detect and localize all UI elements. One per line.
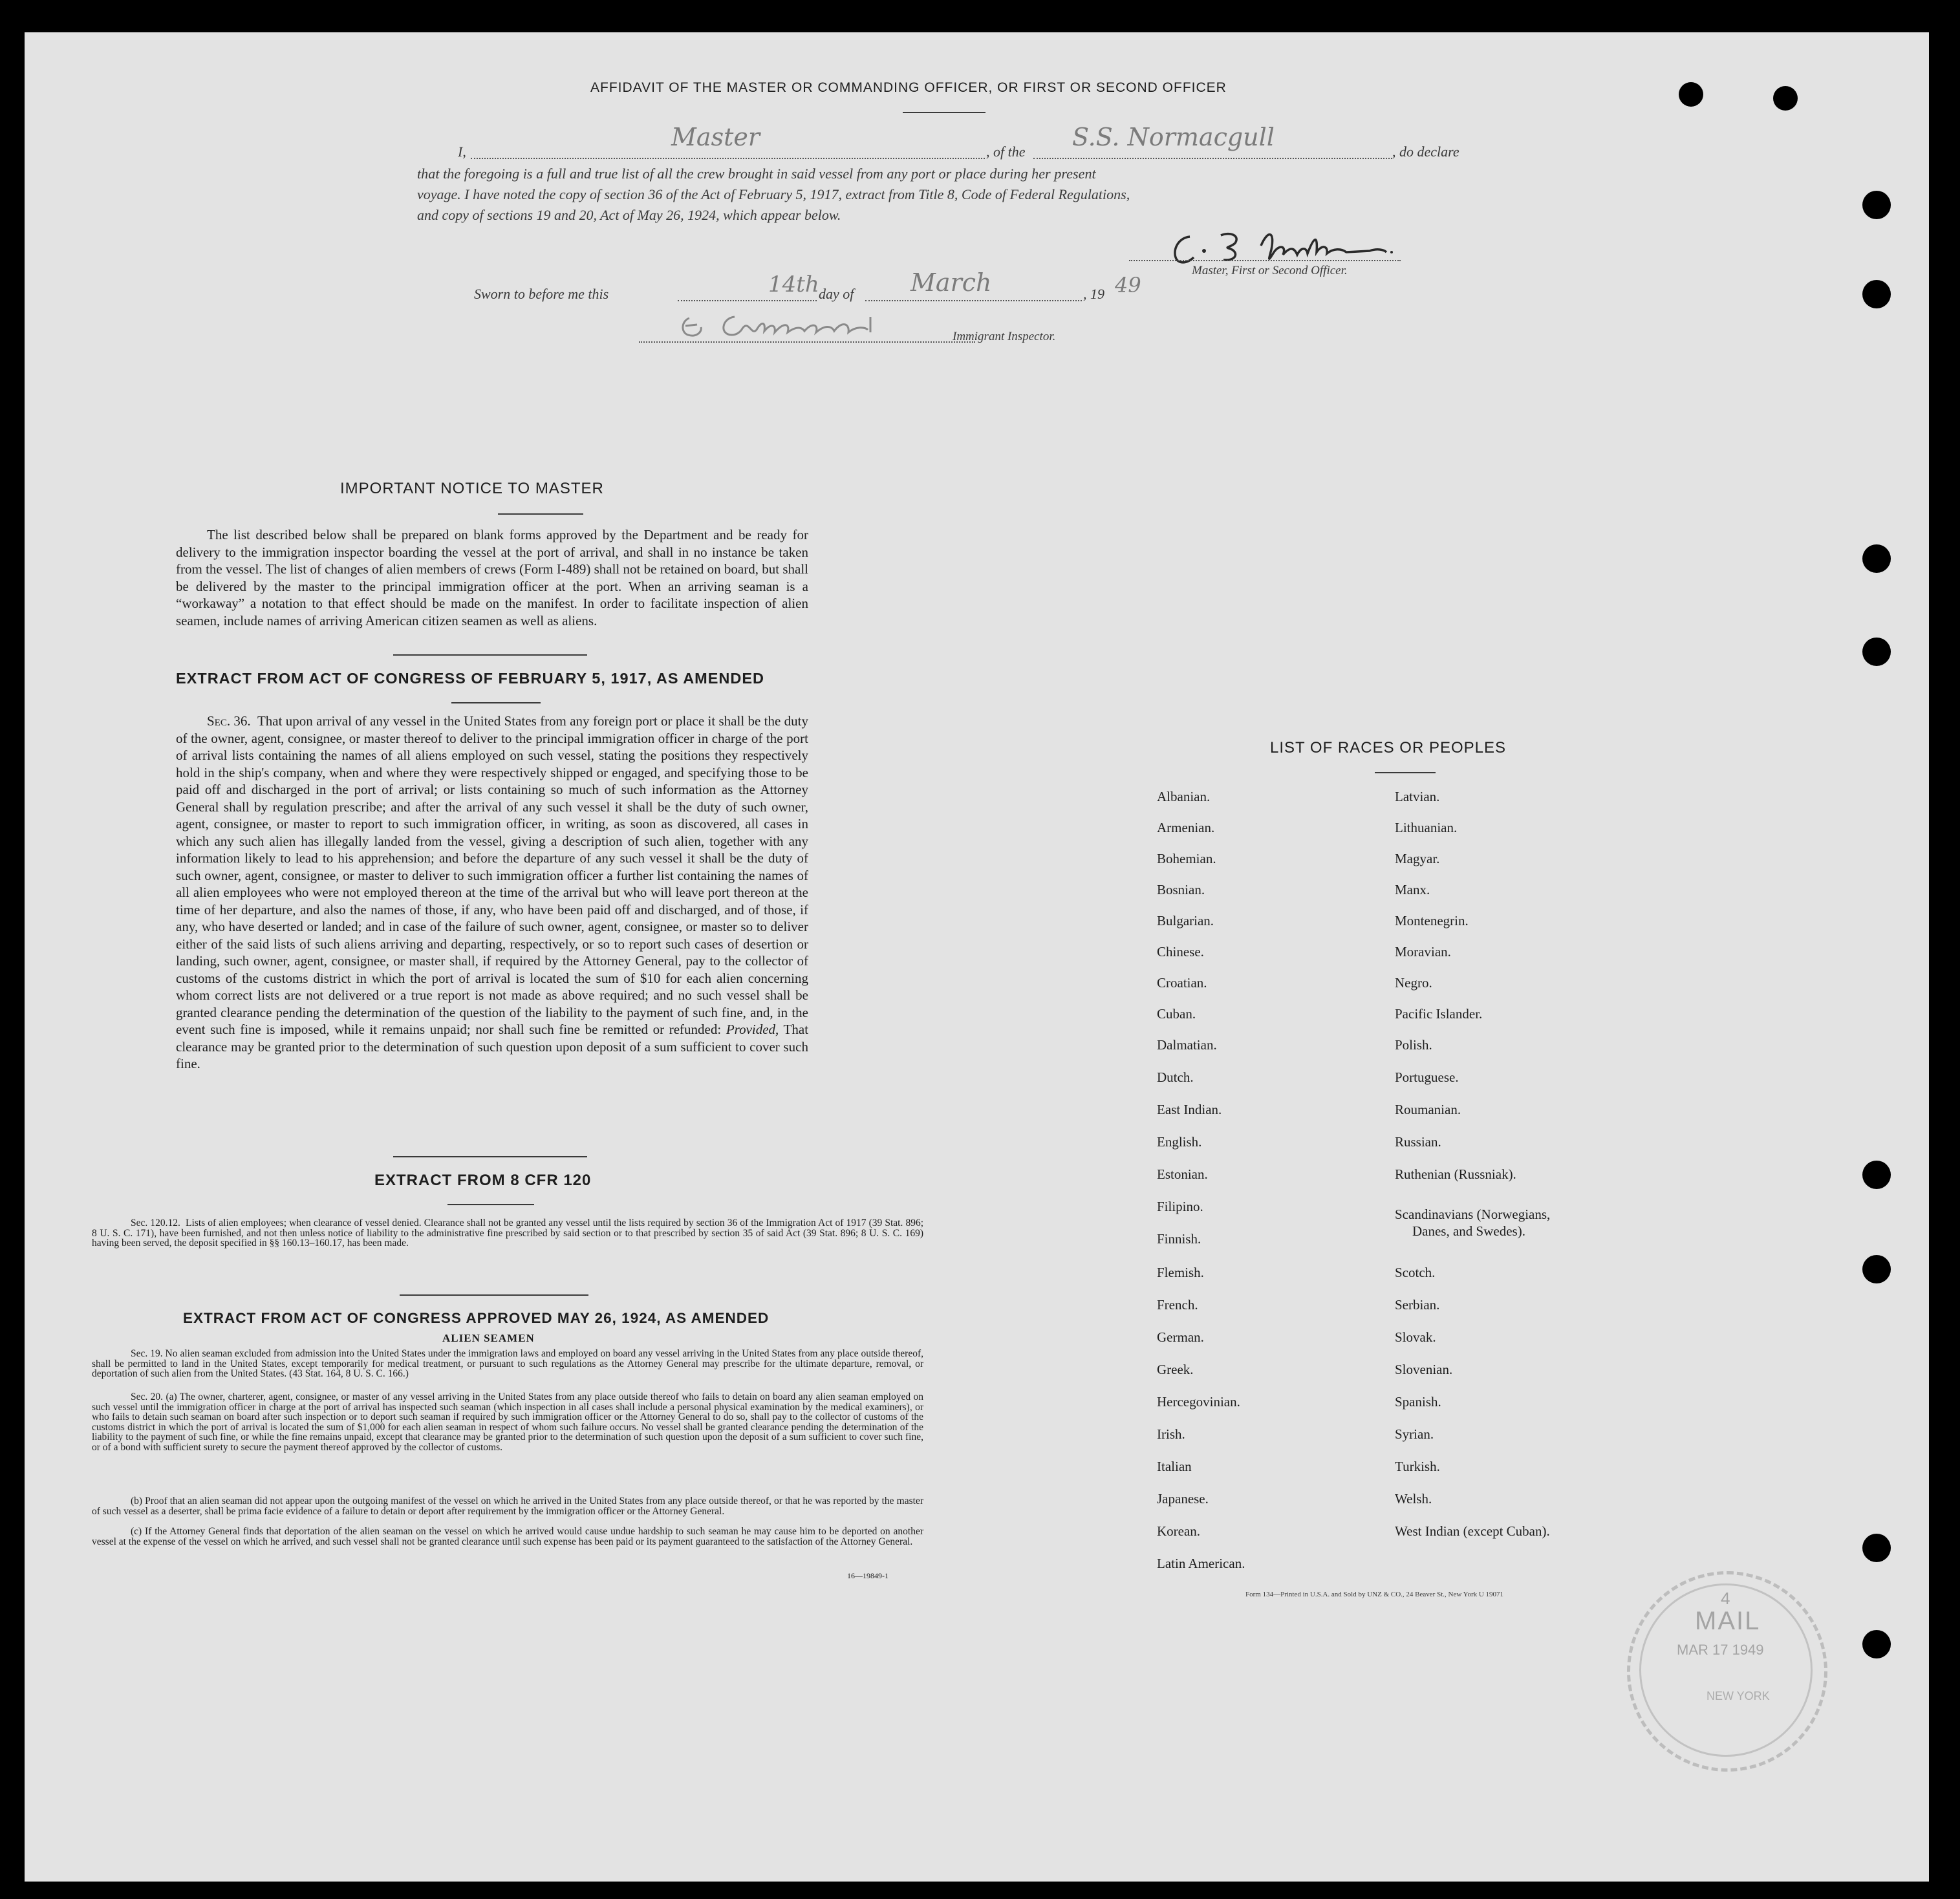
- punch-hole: [1862, 1161, 1891, 1189]
- race-right: Portuguese.: [1395, 1069, 1459, 1085]
- notice-bottom-rule: [393, 654, 587, 656]
- race-left: Cuban.: [1157, 1006, 1196, 1022]
- race-left: Hercegovinian.: [1157, 1394, 1240, 1410]
- section-36-label: Sec. 36.: [207, 713, 251, 729]
- race-right: Slovak.: [1395, 1329, 1436, 1345]
- punch-hole: [1862, 280, 1891, 308]
- punch-hole: [1862, 191, 1891, 219]
- extract-1924-sec19: Sec. 19. No alien seaman excluded from admission into the United States under the immigration laws and employed on board any vessel arriving in the United States from any place outside thereof, shall be permitted to land in the United States, except temporarily for medical treatment, or pursuant to such regulations as the Attorney General may prescribe for the ultimate departure, removal, or deportation of such alien from the United States. (43 Stat. 164, 8 U. S. C. 166.): [92, 1348, 923, 1380]
- affidavit-heading-rule: [903, 112, 985, 113]
- extract-1924-sec20a: Sec. 20. (a) The owner, charterer, agent, consignee, or master of any vessel arriving in the United States from any place outside thereof who fails to detain on board any alien seaman employed on such vessel until the immigration officer in charge at the port of arrival has inspected such seaman (which inspection in all cases shall include a personal physical examination by the medical examiners), or who fails to detain such seaman on board after such inspection or to deport such seaman if required by such immigration officer or the Attorney General to do so, shall pay to the collector of customs of the customs district in which the port of arrival is located the sum of $1,000 for each alien seaman in respect of whom such failure occurs. No vessel shall be granted clearance pending the determination of the liability to the payment of such fine, or while the fine remains unpaid, except that clearance may be granted prior to the determination of such question upon the deposit of a sum sufficient to cover such fine, or of a bond with sufficient surety to secure the payment thereof approved by the collector of customs.: [92, 1391, 923, 1453]
- extract-cfr-bottom-rule: [400, 1294, 588, 1296]
- notice-text: The list described below shall be prepared on blank forms approved by the Department and be ready for delivery to the immigration inspector boarding the vessel at the port of arrival, and shall in no instance be taken from the vessel. The list of changes of alien members of crews (Form I-489) shall not be retained on board, but shall be delivered by the master to the principal immigration officer at the port. When an arriving seaman is a “workaway” a notation to that effect should be made on the manifest. In order to facilitate inspection of alien seamen, include names of arriving American citizen seamen as well as aliens.: [176, 527, 808, 628]
- inspector-caption: Immigrant Inspector.: [953, 330, 1056, 343]
- punch-hole: [1679, 82, 1703, 107]
- affidavit-body-line2: that the foregoing is a full and true list of all the crew brought in said vessel from any port or place during her present: [417, 166, 1096, 182]
- signature-caption: Master, First or Second Officer.: [1192, 264, 1348, 277]
- punch-hole: [1862, 1255, 1891, 1283]
- race-left: French.: [1157, 1297, 1198, 1313]
- race-right: Slovenian.: [1395, 1362, 1453, 1377]
- race-right: Serbian.: [1395, 1297, 1440, 1313]
- race-left: Japanese.: [1157, 1491, 1209, 1507]
- race-left: Bosnian.: [1157, 882, 1205, 897]
- race-right: Montenegrin.: [1395, 913, 1469, 928]
- races-title-rule: [1375, 772, 1436, 773]
- extract-1924-title: EXTRACT FROM ACT OF CONGRESS APPROVED MAY 26, 1924, AS AMENDED: [183, 1310, 770, 1326]
- stamp-word: MAIL: [1695, 1607, 1761, 1635]
- sworn-day-line: [678, 300, 817, 301]
- form-code-number: 16—19849-1: [847, 1571, 888, 1580]
- extract-1917-title-rule: [451, 702, 541, 703]
- race-right: West Indian (except Cuban).: [1395, 1523, 1550, 1539]
- handwritten-month: March: [910, 268, 992, 297]
- race-right: Roumanian.: [1395, 1102, 1461, 1117]
- race-right: Welsh.: [1395, 1491, 1432, 1507]
- race-left: Armenian.: [1157, 820, 1215, 835]
- inspector-signature: [676, 306, 961, 345]
- form-printer-line: Form 134—Printed in U.S.A. and Sold by UNZ & CO., 24 Beaver St., New York U 19071: [1245, 1591, 1504, 1598]
- race-left: Chinese.: [1157, 944, 1204, 960]
- notice-title: IMPORTANT NOTICE TO MASTER: [340, 480, 604, 497]
- race-left: Bulgarian.: [1157, 913, 1214, 928]
- stamp-city: NEW YORK: [1707, 1690, 1770, 1702]
- extract-cfr-title: EXTRACT FROM 8 CFR 120: [374, 1172, 592, 1189]
- extract-1924-subtitle: ALIEN SEAMEN: [442, 1332, 535, 1344]
- race-left: English.: [1157, 1134, 1202, 1150]
- section-120-12-body: Lists of alien employees; when clearance of vessel denied. Clearance shall not be granted any vessel until the lists required by section 36 of the Immigration Act of 1917 (39 Stat. 896; 8 U. S. C. 171), have been furnished, and not then unless notice of liability to the administrative fine prescribed by said section or to that prescribed by section 35 of said Act (39 Stat. 896; 8 U. S. C. 169) having been served, the deposit specified in §§ 160.13–160.17, has been made.: [92, 1218, 924, 1249]
- section-36-end: That clearance may be granted prior to the determination of such question upon deposit of a sum sufficient to cover such fine.: [176, 1022, 809, 1071]
- punch-hole: [1862, 1630, 1891, 1658]
- inspector-line: [639, 341, 975, 343]
- race-left: Croatian.: [1157, 975, 1207, 991]
- race-right: Scotch.: [1395, 1265, 1436, 1280]
- document-sheet: [25, 32, 1929, 1882]
- race-right: Danes, and Swedes).: [1412, 1223, 1525, 1239]
- sworn-day-label: day of: [819, 286, 854, 302]
- race-right: Polish.: [1395, 1037, 1432, 1053]
- affidavit-line1-prefix: I,: [458, 144, 466, 160]
- race-right: Spanish.: [1395, 1394, 1441, 1410]
- handwritten-day: 14th: [768, 272, 819, 297]
- race-left: Dutch.: [1157, 1069, 1194, 1085]
- race-right: Pacific Islander.: [1395, 1006, 1483, 1022]
- punch-hole: [1862, 1534, 1891, 1562]
- extract-1917-text: [176, 713, 808, 1073]
- punch-hole: [1862, 638, 1891, 666]
- races-title: LIST OF RACES OR PEOPLES: [1270, 739, 1506, 756]
- handwritten-rank: Master: [671, 123, 760, 151]
- handwritten-vessel-name: S.S. Normacgull: [1072, 123, 1275, 151]
- race-right: Scandinavians (Norwegians,: [1395, 1207, 1551, 1222]
- section-120-12-label: Sec. 120.12.: [131, 1218, 180, 1228]
- race-left: Flemish.: [1157, 1265, 1204, 1280]
- handwritten-year: 49: [1115, 273, 1141, 297]
- race-right: Russian.: [1395, 1134, 1441, 1150]
- stamp-date: MAR 17 1949: [1677, 1642, 1764, 1658]
- race-left: Dalmatian.: [1157, 1037, 1217, 1053]
- race-right: Ruthenian (Russniak).: [1395, 1166, 1516, 1182]
- sworn-prefix: Sworn to before me this: [474, 286, 609, 302]
- race-right: Turkish.: [1395, 1459, 1440, 1474]
- sworn-year-prefix: , 19: [1083, 286, 1104, 302]
- race-right: Lithuanian.: [1395, 820, 1458, 835]
- race-left: Greek.: [1157, 1362, 1194, 1377]
- extract-1917-bottom-rule: [393, 1156, 587, 1157]
- race-left: Albanian.: [1157, 789, 1211, 804]
- extract-1924-sec20c: (c) If the Attorney General finds that deportation of the alien seaman on the vessel on which he arrived would cause undue hardship to such seaman he may cause him to be deported on another vessel at the expense of the vessel on which he arrived, and such vessel shall not be granted clearance until such expense has been paid or its payment guaranteed to the satisfaction of the Attorney General.: [92, 1526, 923, 1547]
- extract-1917-title: EXTRACT FROM ACT OF CONGRESS OF FEBRUARY 5, 1917, AS AMENDED: [176, 670, 765, 687]
- affidavit-line1-suffix: , do declare: [1392, 144, 1459, 160]
- affidavit-vessel-line: [1033, 158, 1392, 159]
- race-left: Irish.: [1157, 1426, 1185, 1442]
- race-left: Latin American.: [1157, 1556, 1245, 1571]
- extract-1924-sec20b: (b) Proof that an alien seaman did not appear upon the outgoing manifest of the vessel on which he arrived in the United States from any place outside thereof, or that he was reported by the master of such vessel as a deserter, shall be prima facie evidence of a failure to detain or deport after requirement by the immigration officer or the Attorney General.: [92, 1496, 923, 1517]
- race-left: Estonian.: [1157, 1166, 1208, 1182]
- extract-cfr-title-rule: [447, 1204, 534, 1205]
- affidavit-heading: AFFIDAVIT OF THE MASTER OR COMMANDING OFFICER, OR FIRST OR SECOND OFFICER: [590, 80, 1227, 95]
- notice-title-rule: [498, 513, 583, 515]
- section-36-body: That upon arrival of any vessel in the United States from any foreign port or place it shall be the duty of the owner, agent, consignee, or master thereof to deliver to the principal immigration officer in charge of the port of arrival lists containing the names of all aliens employed on such vessel, stating the positions they respectively hold in the ship's company, when and where they were respectively shipped or engaged, and specifying those to be paid off and discharged in the port of arrival; or lists containing so much of such information as the Attorney General shall by regulation prescribe; and after the arrival of any such vessel it shall be the duty of such owner, agent, consignee, or master to report to such immigration officer, in writing, as soon as discovered, all cases in which any such alien has illegally landed from the vessel, giving a description of such alien, together with any information likely to lead to his apprehension; and before the departure of any such vessel it shall be the duty of such owner, agent, consignee, or master to deliver to such immigration officer a further list containing the names of all alien employees who were not employed thereon at the time of the arrival but who will leave port thereon at the time of her departure, and also the names of those, if any, who have been paid off and discharged, and of those, if any, who have deserted or landed; and in case of the failure of such owner, agent, consignee, or master so to deliver either of the said lists of such aliens arriving and departing, respectively, or so to report such cases of desertion or landing, such owner, agent, consignee, or master shall, if required by the Attorney General, pay to the collector of customs of the customs district in which the port of arrival is located the sum of $10 for each alien concerning whom correct lists are not delivered or a true report is not made as above required; and no such vessel shall be granted clearance pending the determination of the question of the liability to the payment of such fine, and, in the event such fine is imposed, while it remains unpaid; nor shall such fine be remitted or refunded:: [176, 713, 808, 1037]
- race-right: Magyar.: [1395, 851, 1440, 866]
- stamp-number: 4: [1721, 1589, 1730, 1608]
- punch-hole: [1862, 544, 1891, 573]
- race-left: Filipino.: [1157, 1199, 1203, 1214]
- affidavit-body-line3: voyage. I have noted the copy of section 36 of the Act of February 5, 1917, extract from Title 8, Code of Federal Regulations,: [417, 186, 1130, 202]
- sworn-month-line: [865, 300, 1082, 301]
- race-right: Latvian.: [1395, 789, 1440, 804]
- race-right: Negro.: [1395, 975, 1432, 991]
- provided-label: Provided,: [726, 1022, 779, 1037]
- affidavit-name-line: [471, 158, 985, 159]
- signature-line: [1129, 260, 1401, 261]
- race-left: Finnish.: [1157, 1231, 1201, 1247]
- affidavit-line1-of: , of the: [986, 144, 1026, 160]
- race-right: Manx.: [1395, 882, 1430, 897]
- mail-postmark-stamp: [1627, 1571, 1827, 1772]
- extract-cfr-text: [92, 1218, 923, 1249]
- affidavit-body-line4: and copy of sections 19 and 20, Act of May 26, 1924, which appear below.: [417, 207, 841, 223]
- race-right: Moravian.: [1395, 944, 1451, 960]
- race-left: Korean.: [1157, 1523, 1201, 1539]
- race-right: Syrian.: [1395, 1426, 1434, 1442]
- punch-hole: [1773, 86, 1798, 111]
- race-left: East Indian.: [1157, 1102, 1222, 1117]
- race-left: German.: [1157, 1329, 1204, 1345]
- race-left: Italian: [1157, 1459, 1192, 1474]
- race-left: Bohemian.: [1157, 851, 1216, 866]
